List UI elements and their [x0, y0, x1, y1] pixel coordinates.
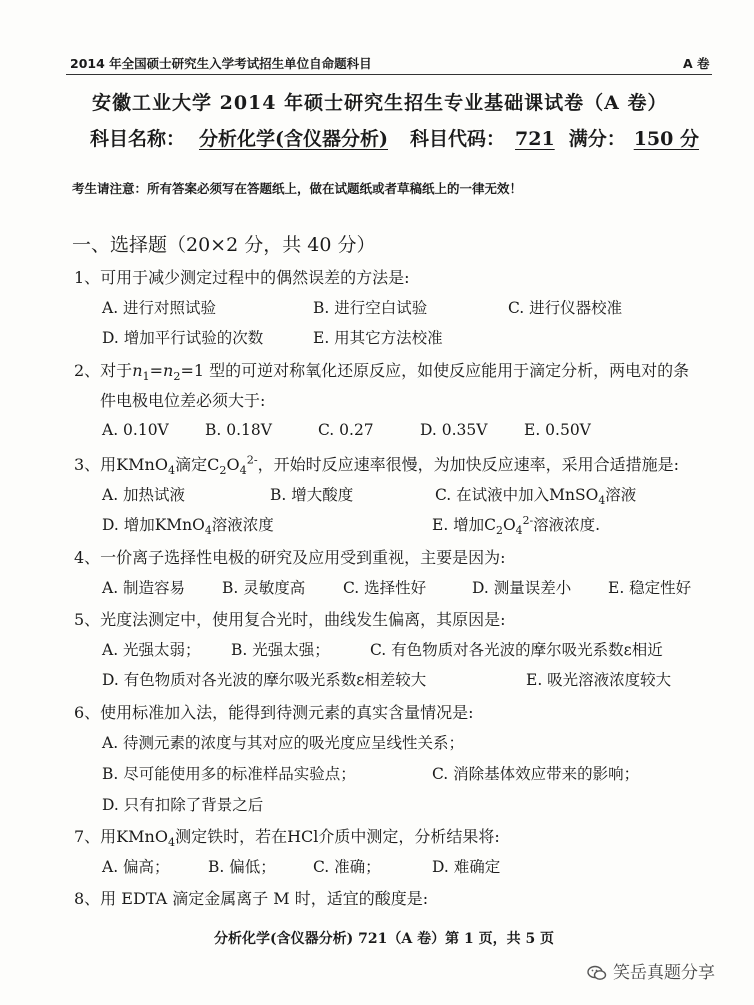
question-4-option-b: B. 灵敏度高	[222, 579, 306, 597]
subject-name-label: 科目名称：	[90, 128, 186, 150]
question-1-option-d: D. 增加平行试验的次数	[102, 329, 264, 347]
question-2-stem-line2: 件电极电位差必须大于:	[100, 391, 266, 410]
question-2-stem-pre: 2、对于	[74, 361, 133, 380]
question-3-option-d-pre: D. 增加KMnO	[102, 516, 205, 534]
question-4-option-e: E. 稳定性好	[608, 579, 692, 597]
question-5-stem: 5、光度法测定中，使用复合光时，曲线发生偏离，其原因是:	[74, 610, 506, 629]
question-3-stem: 3、用KMnO$_4$滴定$C_2O_4^{2-}$，开始时反应速率很慢，为加快反应速率，采用合适措施是:	[74, 453, 680, 478]
question-3-option-c: C. 在试液中加入MnSO$_4$溶液	[435, 486, 637, 508]
question-5-option-e: E. 吸光溶液浓度较大	[526, 671, 672, 689]
exam-header-left: 2014 年全国硕士研究生入学考试招生单位自命题科目	[70, 56, 372, 71]
question-2-option-e: E. 0.50V	[524, 421, 591, 439]
question-3-option-c-pre: C. 在试液中加入MnSO	[435, 486, 599, 504]
section-title: 一、选择题（20×2 分，共 40 分）	[72, 234, 376, 256]
score-value: 150 分	[633, 128, 699, 150]
question-7-stem-pre: 7、用KMnO	[74, 827, 168, 846]
question-1-stem: 1、可用于减少测定过程中的偶然误差的方法是:	[74, 268, 410, 287]
subject-line	[90, 124, 699, 151]
question-3-option-d: D. 增加KMnO$_4$溶液浓度	[102, 516, 274, 538]
page-footer: 分析化学(含仪器分析) 721（A 卷）第 1 页，共 5 页	[214, 931, 555, 947]
question-6-option-b: B. 尽可能使用多的标准样品实验点；	[102, 765, 356, 783]
exam-header-right: A 卷	[683, 56, 710, 71]
question-3-option-c-post: 溶液	[605, 486, 637, 504]
question-4-option-d: D. 测量误差小	[472, 579, 572, 597]
question-3-option-b: B. 增大酸度	[270, 486, 354, 504]
subject-code-label: 科目代码：	[410, 128, 506, 150]
watermark-text: 笑岳真题分享	[613, 963, 715, 983]
question-7-stem: 7、用KMnO$_4$测定铁时，若在HCl介质中测定，分析结果将:	[74, 827, 500, 850]
question-5-option-d: D. 有色物质对各光波的摩尔吸光系数ε相差较大	[102, 671, 427, 689]
question-3-option-e-pre: E. 增加C	[432, 516, 497, 534]
question-8-stem: 8、用 EDTA 滴定金属离子 M 时，适宜的酸度是:	[74, 889, 429, 908]
subject-name-value: 分析化学(含仪器分析)	[199, 128, 388, 150]
question-7-stem-post: 测定铁时，若在HCl介质中测定，分析结果将:	[175, 827, 500, 846]
question-3-option-e-post: 溶液浓度.	[533, 516, 601, 534]
question-3-stem-mid: 滴定C	[175, 455, 220, 474]
question-3-option-a: A. 加热试液	[102, 486, 186, 504]
question-3-option-d-post: 溶液浓度	[211, 516, 274, 534]
question-2-stem-mid: =1 型的可逆对称氧化还原反应，如使反应能用于滴定分析，两电对的条	[180, 361, 690, 380]
question-3-stem-post: ，开始时反应速率很慢，为加快反应速率，采用合适措施是:	[257, 455, 680, 474]
question-3-stem-pre: 3、用KMnO	[74, 455, 168, 474]
question-5-option-b: B. 光强太强；	[231, 641, 330, 659]
question-7-option-b: B. 偏低；	[208, 858, 276, 876]
question-7-option-d: D. 难确定	[432, 858, 501, 876]
question-4-option-a: A. 制造容易	[102, 579, 186, 597]
exam-title: 安徽工业大学 2014 年硕士研究生招生专业基础课试卷（A 卷）	[92, 92, 668, 114]
question-1-option-e: E. 用其它方法校准	[313, 329, 443, 347]
watermark	[587, 958, 715, 983]
question-5-option-a: A. 光强太弱；	[102, 641, 201, 659]
question-2-stem: 2、对于$n_1=n_2=1$ 型的可逆对称氧化还原反应，如使反应能用于滴定分析，两电对的条	[74, 361, 690, 384]
question-4-option-c: C. 选择性好	[343, 579, 427, 597]
question-2-option-b: B. 0.18V	[205, 421, 272, 439]
question-1-option-b: B. 进行空白试验	[313, 299, 428, 317]
question-2-option-a: A. 0.10V	[102, 421, 169, 439]
question-6-option-d: D. 只有扣除了背景之后	[102, 796, 264, 814]
question-6-option-c: C. 消除基体效应带来的影响；	[432, 765, 640, 783]
question-1-option-c: C. 进行仪器校准	[508, 299, 623, 317]
score-label: 满分：	[568, 128, 626, 150]
question-2-option-c: C. 0.27	[318, 421, 374, 439]
question-2-option-d: D. 0.35V	[420, 421, 488, 439]
question-1-option-a: A. 进行对照试验	[102, 299, 217, 317]
header-divider	[66, 74, 712, 75]
question-6-stem: 6、使用标准加入法，能得到待测元素的真实含量情况是:	[74, 703, 474, 722]
question-6-option-a: A. 待测元素的浓度与其对应的吸光度应呈线性关系；	[102, 734, 465, 752]
question-7-option-c: C. 准确；	[313, 858, 381, 876]
question-3-option-e: E. 增加$C_2O_4^{2-}$溶液浓度.	[432, 513, 601, 538]
question-5-option-c: C. 有色物质对各光波的摩尔吸光系数ε相近	[370, 641, 663, 659]
subject-code-value: 721	[515, 128, 555, 150]
exam-notice: 考生请注意：所有答案必须写在答题纸上，做在试题纸或者草稿纸上的一律无效！	[72, 181, 523, 196]
wechat-icon	[587, 965, 607, 981]
question-7-option-a: A. 偏高；	[102, 858, 170, 876]
question-4-stem: 4、一价离子选择性电极的研究及应用受到重视，主要是因为:	[74, 548, 506, 567]
